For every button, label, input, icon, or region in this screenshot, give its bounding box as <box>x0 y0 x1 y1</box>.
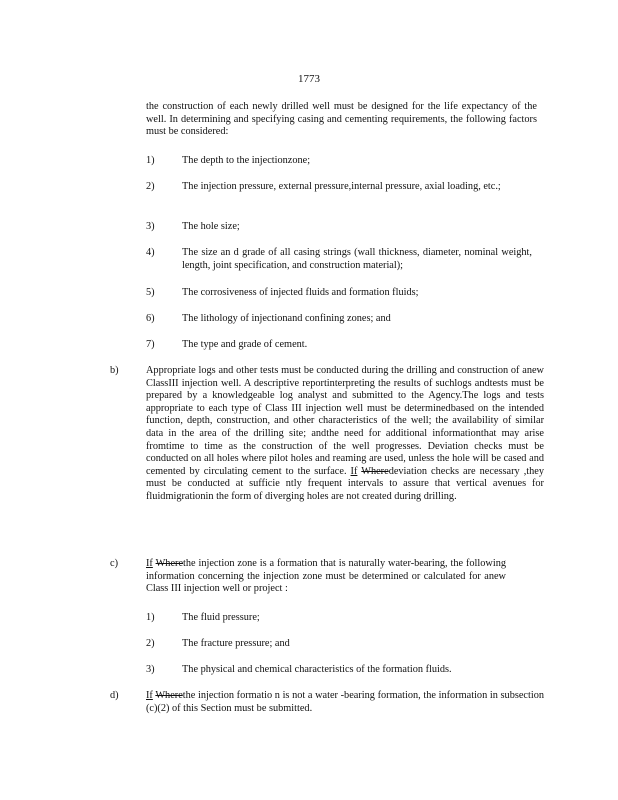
section-label-d: d) <box>110 690 119 701</box>
section-c-text: the injection zone is a formation that is naturally water-bearing, the following information concerning the injection zone must be determined or calculated for anew Class III injection well or project : <box>146 558 506 595</box>
list-item-text: The depth to the injectionzone; <box>182 155 311 166</box>
section-d-paragraph <box>146 690 544 715</box>
section-label-c: c) <box>110 558 118 569</box>
list-item-text: The size an d grade of all casing strings (wall thickness, diameter, nominal weight, length, joint specification, and construction material); <box>182 247 532 271</box>
list-item-text: The physical and chemical characteristics of the formation fluids. <box>182 664 452 675</box>
list-item-text: The hole size; <box>182 221 240 232</box>
struck-word: Where <box>155 558 184 569</box>
struck-word: Where <box>155 690 183 701</box>
list-item-number: 1) <box>146 612 155 623</box>
list-item-text: The fluid pressure; <box>182 612 260 623</box>
list-item-number: 5) <box>146 287 155 298</box>
list-item-number: 2) <box>146 638 155 649</box>
inserted-word: If <box>350 465 358 477</box>
section-b-paragraph <box>146 365 544 504</box>
intro-paragraph: the construction of each newly drilled well must be designed for the life expectancy of the well. In determining and specifying casing and cementing requirements, the following factors must be considered: <box>146 101 537 138</box>
list-item-text: The type and grade of cement. <box>182 339 308 350</box>
struck-word: Where <box>361 465 389 477</box>
list-item-number: 4) <box>146 247 155 258</box>
list-item-number: 1) <box>146 155 155 166</box>
list-item-number: 7) <box>146 339 155 350</box>
section-c-paragraph <box>146 558 506 596</box>
inserted-word: If <box>146 558 153 569</box>
section-label-b: b) <box>110 365 119 376</box>
page-number: 1773 <box>298 73 320 85</box>
list-item-text: The injection pressure, external pressure,internal pressure, axial loading, etc.; <box>182 181 501 192</box>
section-b-text-1: Appropriate logs and other tests must be conducted during the drilling and construction of anew ClassIII injection well. A descriptive reportinterpreting the results of suchlogs andtests must be prepared by a knowledgeable log analyst and submitted to the Agency.The logs and tests appropriate to each type of Class III injection well must be determinedbased on the intended function, depth, construction, and other characteristics of the well; the availability of similar data in the area of the drilling site; andthe need for additional informationthat may arise fromtime to time as the construction of the well progresses. Deviation checks must be conducted on all holes where pilot holes and reaming are used, unless the hole will be cased and cemented by circulating cement to the surface. <box>146 365 544 477</box>
inserted-word: If <box>146 690 153 701</box>
list-item-number: 3) <box>146 664 155 675</box>
list-item-number: 6) <box>146 313 155 324</box>
list-item-text: The lithology of injectionand confining zones; and <box>182 313 391 324</box>
list-item-text: The fracture pressure; and <box>182 638 290 649</box>
list-item-text: The corrosiveness of injected fluids and formation fluids; <box>182 287 419 298</box>
section-b-text-2: deviation checks are necessary ,they must be conducted at sufficie ntly frequent intervals to assure that vertical avenues for fluidmigrationin the form of diverging holes are not created during drilling. <box>146 465 544 502</box>
list-item-number: 2) <box>146 181 155 192</box>
list-item-number: 3) <box>146 221 155 232</box>
section-d-text: the injection formatio n is not a water -bearing formation, the information in subsection (c)(2) of this Section must be submitted. <box>146 690 545 714</box>
